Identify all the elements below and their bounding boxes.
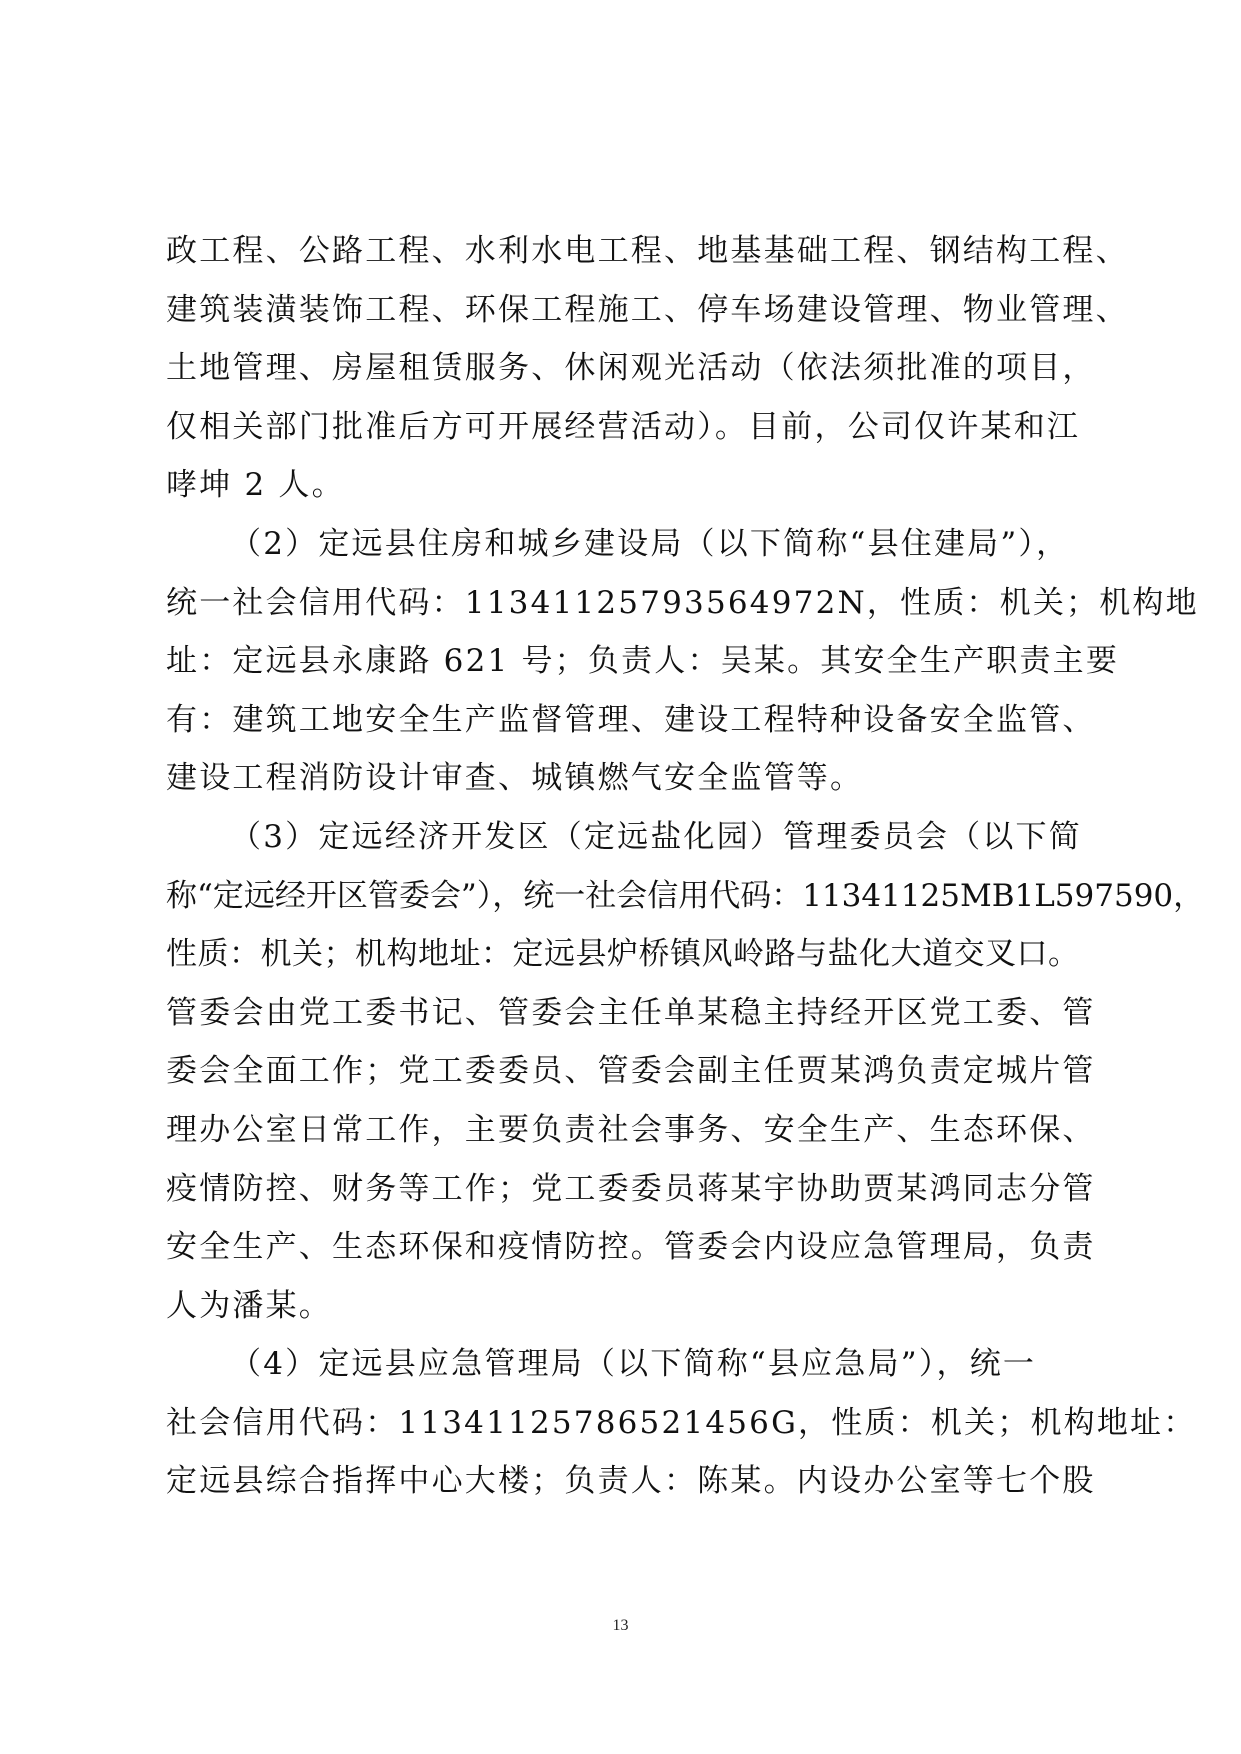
text-line: 委会全面工作；党工委委员、管委会副主任贾某鸿负责定城片管 <box>166 1053 1096 1090</box>
text-line: （3）定远经济开发区（定远盐化园）管理委员会（以下简 <box>230 818 1082 855</box>
text-line: 人为潘某。 <box>166 1287 332 1324</box>
text-line: 土地管理、房屋租赁服务、休闲观光活动（依法须批准的项目， <box>166 350 1096 387</box>
paragraph-1 <box>166 222 1129 515</box>
page-number: 13 <box>612 1617 629 1634</box>
text-line: 仅相关部门批准后方可开展经营活动）。目前，公司仅许某和江 <box>166 408 1081 445</box>
text-line: 建筑装潢装饰工程、环保工程施工、停车场建设管理、物业管理、 <box>166 291 1129 328</box>
text-line: 有：建筑工地安全生产监督管理、建设工程特种设备安全监管、 <box>166 701 1096 738</box>
paragraph-2 <box>166 515 1199 808</box>
text-line: 统一社会信用代码：11341125793564972N，性质：机关；机构地 <box>166 584 1199 621</box>
text-line: 定远县综合指挥中心大楼；负责人：陈某。内设办公室等七个股 <box>166 1463 1096 1500</box>
text-line: 性质：机关；机构地址：定远县炉桥镇风岭路与盐化大道交叉口。 <box>166 936 1080 973</box>
document-body <box>166 222 1205 1511</box>
text-line: （2）定远县住房和城乡建设局（以下简称“县住建局”）， <box>230 525 1070 562</box>
text-line: 址：定远县永康路 621 号；负责人：吴某。其安全生产职责主要 <box>166 643 1120 680</box>
text-line: 理办公室日常工作，主要负责社会事务、安全生产、生态环保、 <box>166 1111 1096 1148</box>
text-line: 政工程、公路工程、水利水电工程、地基基础工程、钢结构工程、 <box>166 233 1129 269</box>
text-line: 称“定远经开区管委会”），统一社会信用代码：11341125MB1L597590， <box>166 877 1205 914</box>
text-line: 建设工程消防设计审查、城镇燃气安全监管等。 <box>166 760 864 797</box>
text-line: 管委会由党工委书记、管委会主任单某稳主持经开区党工委、管 <box>166 994 1096 1031</box>
text-line: 哮坤 2 人。 <box>166 467 345 504</box>
text-line: 疫情防控、财务等工作；党工委委员蒋某宇协助贾某鸿同志分管 <box>166 1170 1096 1207</box>
text-line: （4）定远县应急管理局（以下简称“县应急局”），统一 <box>230 1346 1037 1383</box>
text-line: 安全生产、生态环保和疫情防控。管委会内设应急管理局，负责 <box>166 1229 1096 1266</box>
text-line: 社会信用代码：11341125786521456G，性质：机关；机构地址： <box>166 1404 1197 1441</box>
paragraph-4 <box>166 1335 1197 1511</box>
paragraph-3 <box>166 808 1205 1335</box>
